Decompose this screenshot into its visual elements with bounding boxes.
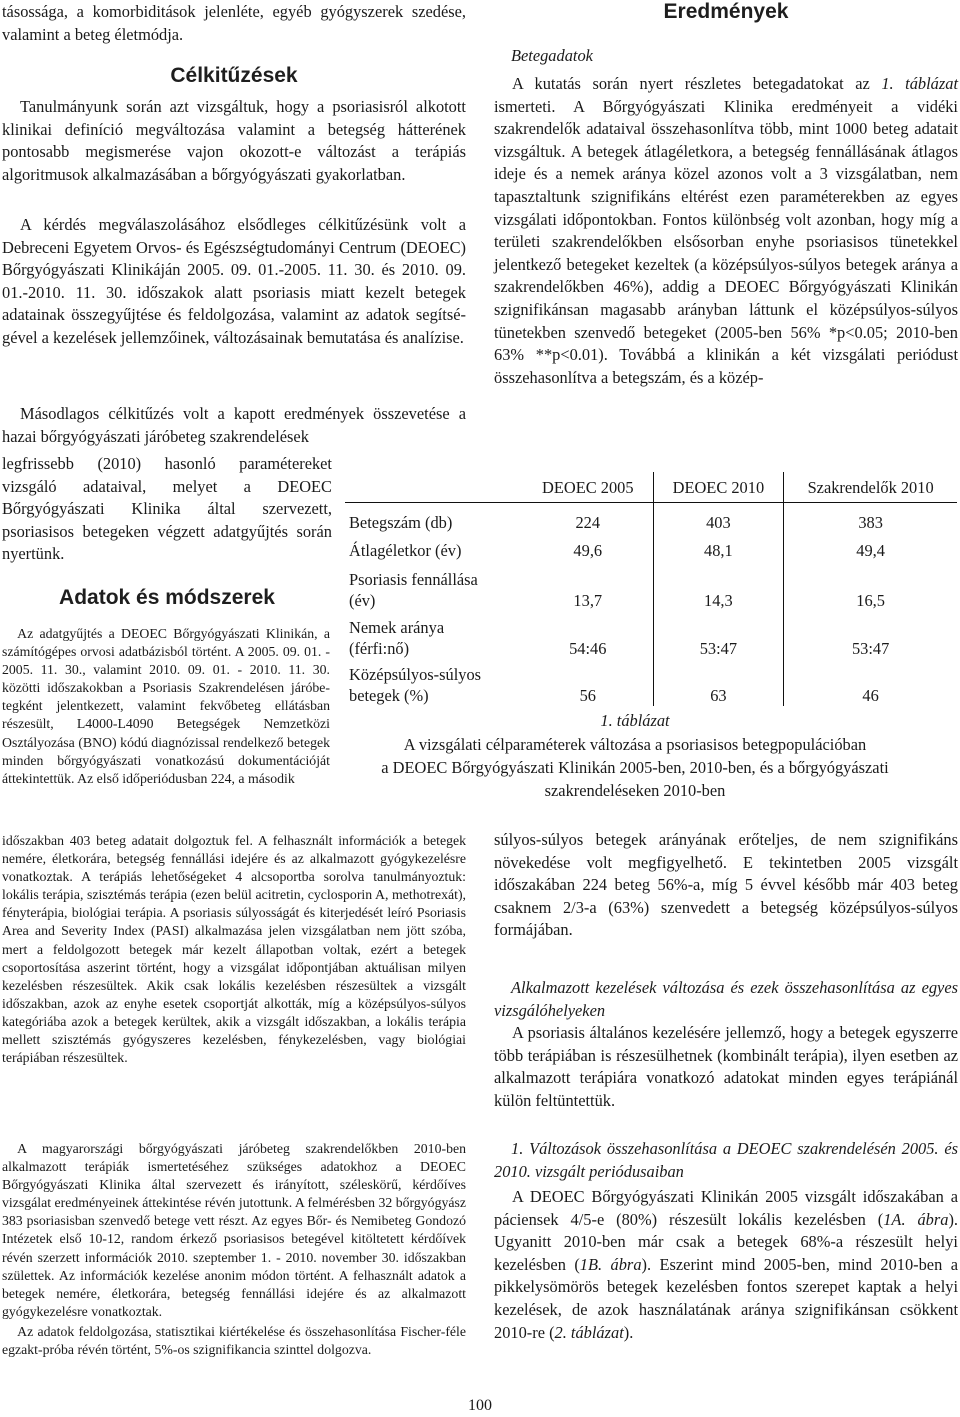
adatok-paragraph-1b: időszakban 403 beteg adatait dolgoztuk fel. A felhasznált információk a betegek nemére, életkorára, betegség fennállási idejére és az alkalmazott gyógykezelésre vonatkoztak. A terápiás lehetőségeket 4 alcsoportba sorolva tanulmányoztuk: lokális terápia, szisztémás terápia (ezen belül acitretin, cyclosporin A, methotrexát), fényterápia, biológiai terápia. A psoriasis súlyosságát és kiterjedését leíró Psoriasis Area and Severity Index (PASI) alkalmazása jelen vizsgálatban nem jött szóba, mert a feldolgozott betegek már kezelt állapotban voltak, ezért a betegek csoportosítása aszerint történt, hogy a vizsgálat időpontjában aktuálisan milyen kezelésben részesültek. Akik csak lokális kezelésben részesültek a vizsgált időszakban, azok az enyhe esetek csoportját alkották, míg a középsúlyos-súlyos kategóriába azok a betegek kerültek, akik a vizsgált időszakban, a lokális terápia mellett szisztémás gyógyszeres kezelésben, fénykezelésben, vagy biológiai terápiában részesültek. (2, 833, 466, 1066)
alkalmazott-paragraph-1: A psoriasis általános kezelésére jellemző, hogy a betegek egyszerre több terápiában is részesülhetnek (kombinált terápia), ilyen esetben az alkalmazott terápiára vonatkozó adatokat minden egyes terápiánál külön feltüntettük. (494, 1023, 958, 1110)
alkalmazott-subheading: Alkalmazott kezelések változása és ezek összehasonlítása az egyes vizsgálóhelyeken (494, 978, 958, 1020)
table-cell: 16,5 (856, 591, 885, 610)
page-number: 100 (468, 1397, 492, 1414)
table-caption-line-2: a DEOEC Bőrgyógyászati Klinikán 2005-ben, 2010-ben, és a bőrgyógyászati (381, 758, 889, 777)
table-header-deoec-2005: DEOEC 2005 (523, 472, 653, 503)
table-row (345, 561, 957, 611)
table-caption-line-1: A vizsgálati célparaméterek változása a psoriasisos betegpopulációban (403, 735, 867, 754)
adatok-heading: Adatok és módszerek (59, 586, 275, 609)
table-ref-2: 2. táblázat (554, 1322, 624, 1342)
table-cell: 383 (784, 503, 957, 534)
table-cell: 49,6 (523, 533, 653, 561)
table-header-row (345, 472, 957, 503)
valtozasok-text-c: ). Eszerint mind 2005-ben, mind 2010-ben a pikkelysömörös betegek kezelésben fontos szerepet kaptak a helyi kezelések, de azok használatának aránya szignifikánsan csökkent 2010-re ( (494, 1254, 958, 1342)
table-cell: 48,1 (653, 533, 784, 561)
adatok-paragraph-1a: Az adatgyűjtés a DEOEC Bőrgyógyászati Klinikán, a számítógépes orvosi adatbázisból történt. A 2005. 09. 01. - 2005. 11. 30., valamint 2010. 09. 01. - 2010. 11. 30. közötti időszakokban a Psoriasis Szakrendelésen járóbetegként jelentkezett, valamint fekvőbeteg ellátásban részesült, L4000-L4090 Betegségek Nemzetközi Osztályozása (BNO) kódú diagnózissal rendelkező betegek minden bőrgyógyászati vonatkozású dokumentációját áttekintettük. Az első időperiódusban 224, a második (2, 626, 330, 786)
celkituzesek-paragraph-3b: legfrissebb (2010) hasonló paramétereket vizsgáló adataival, melyet a DEOEC Bőrgyógyászati Klinika által szervezett, psoriasisos betegeken végzett adatgyűjtés során nyertünk. (2, 454, 332, 564)
table-cell: 13,7 (523, 561, 653, 611)
celkituzesek-paragraph-3a: Másodlagos célkitűzés volt a kapott eredmények összevetése a hazai bőrgyógyászati járóbeteg szakrendelések (2, 404, 466, 446)
betegadatok-text-b: ismerteti. A Bőrgyógyászati Klinika eredményeit a vidéki szakrendelők adataival összehasonlítva több, mint 1000 beteg adatait vizsgáltuk. A betegek átlagéletkora, a betegség fennállásának átlagos ideje és a nemek aránya közel azonos volt a 3 vizsgálatban, nem tapasztaltunk szignifikáns eltérést ezen paraméterekben az egyes vizsgálati időpontokban. Fontos különbség volt azonban, hogy míg a területi szakrendelőkben elsősorban enyhe psoriasisos tünetekkel jelentkező betegeket kezeltek (a középsúlyos-súlyos betegek aránya a szakrendelőkben 46%), addig a DEOEC Bőrgyógyászati Klinikán szignifikánsan magasabb arányban láttunk el középsúlyos-súlyos tünetekben szenvedő betegeket (2005-ben 56% *p<0.05; 2010-ben 63% **p<0.01). Továbbá a klinikán a két vizsgálati periódust összehasonlítva a betegszám, és a közép- (494, 96, 958, 387)
table-caption-number: 1. táblázat (600, 711, 670, 730)
celkituzesek-heading: Célkitűzések (170, 64, 298, 87)
valtozasok-text-d: ). (623, 1322, 634, 1342)
table-cell: 14,3 (653, 561, 784, 611)
table-cell: 53:47 (653, 611, 784, 659)
table-row (345, 503, 957, 534)
betegadatok-subheading: Betegadatok (511, 46, 593, 65)
figure-ref-1b: 1B. ábra (579, 1254, 642, 1274)
table-header-blank (345, 472, 523, 503)
table-cell: 49,4 (856, 541, 885, 560)
table-header-deoec-2010: DEOEC 2010 (653, 472, 784, 503)
row-label-betegszam: Betegszám (db) (345, 503, 523, 534)
betegadatok-paragraph-2: súlyos-súlyos betegek arányának erőteljes, de nem szignifikáns növekedése volt megfigyelhető. E tekintetben 2005 vizsgált időszakában 224 beteg 56%-a, míg 5 évvel később már 403 beteg csaknem 2/3-a (63%) szenvedett a betegség középsúlyos-súlyos formájában. (494, 830, 958, 940)
table-row (345, 611, 957, 659)
table-ref-1: 1. táblázat (881, 74, 958, 93)
celkituzesek-paragraph-2: A kérdés megválaszolásához elsődleges célkitűzésünk volt a Debreceni Egyetem Orvos- és Egészségtudományi Centrum (DEOEC) Bőrgyógyászati Klinikáján 2005. 09. 01.-2005. 11. 30. és 2010. 09. 01.-2010. 11. 30. időszakok alatt psoriasis miatt kezelt betegek adatainak összegyűjtése és feldolgozása, valamint az adatok segítségével a kezelések jellemzőinek, változásainak bemutatása és analízise. (2, 215, 466, 347)
eredmenyek-heading: Eredmények (663, 0, 789, 23)
intro-paragraph: tásossága, a komorbiditások jelenléte, egyéb gyógyszerek szedése, valamint a beteg életmódja. (2, 2, 466, 44)
table-cell: 224 (523, 503, 653, 534)
valtozasok-text-b: ). Ugyanitt 2010-ben már csak a betegek 68%-a részesült helyi kezelésben ( (494, 1209, 958, 1274)
valtozasok-text-a: A DEOEC Bőrgyógyászati Klinikán 2005 vizsgált időszakában a páciensek 4/5-e (80%) részesült lokális kezelésben ( (494, 1187, 958, 1229)
adatok-paragraph-3: Az adatok feldolgozása, statisztikai kiértékelése és összehasonlítása Fischer-féle egzakt-próba révén történt, 5%-os szignifikancia szinttel dolgozva. (2, 1324, 466, 1358)
table-row (345, 659, 957, 706)
adatok-paragraph-2: A magyarországi bőrgyógyászati járóbeteg szakrendelőkben 2010-ben alkalmazott terápiák ismertetéséhez szükséges adatokhoz a DEOEC Bőrgyógyászati Klinika által szervezett és irányított, széleskörű, kérdőíves vizsgálat eredményeinek áttekintése révén jutottunk. A felmérésben 32 bőrgyógyász 383 psoriasisban szenvedő betege vett részt. Az egyes Bőr- és Nemibeteg Gondozó Intézetek első 10-12, random érkező psoriasisos betegével kitöltetett kérdőívek révén szerzett információk 2010. szeptember 1. - 2010. november 30. időszakban születtek. Az információk kezelése anonim módon történt. A felhasznált adatok a betegek nemére, életkorára, betegség fennállási idejére és az alkalmazott gyógykezelésre vonatkoztak. (2, 1141, 466, 1319)
row-label-atlageletkor: Átlagéletkor (év) (349, 541, 462, 560)
valtozasok-subheading: 1. Változások összehasonlítása a DEOEC szakrendelésén 2005. és 2010. vizsgált periódusaiban (494, 1139, 958, 1181)
betegadatok-paragraph-1 (494, 73, 958, 389)
table-cell: 46 (862, 686, 879, 705)
figure-ref-1a: 1A. ábra (883, 1209, 949, 1229)
table-header-szakrendelok-2010: Szakrendelők 2010 (807, 477, 934, 497)
table-caption-line-3: szakrendeléseken 2010-ben (544, 781, 726, 800)
row-label-nemek-aranya: Nemek aránya (férfi:nő) (349, 618, 445, 658)
celkituzesek-paragraph-1: Tanulmányunk során azt vizsgáltuk, hogy a psoriasisról alkotott klinikai definíció megváltozása valamint a betegség hátterének pontosabb megismerése vajon okozott-e változást a terápiás algoritmusok alkalmazásában a bőrgyógyászati gyakorlatban. (2, 97, 466, 184)
row-label-psoriasis-fennallasa: Psoriasis fennállása (év) (349, 570, 478, 610)
table-cell: 54:46 (523, 611, 653, 659)
betegadatok-text-a: A kutatás során nyert részletes betegadatokat az (512, 74, 882, 93)
table-row (345, 533, 957, 561)
table-cell: 53:47 (851, 639, 890, 658)
table-cell: 63 (653, 659, 784, 706)
table-cell: 56 (523, 659, 653, 706)
valtozasok-paragraph-1 (494, 1186, 958, 1344)
row-label-kozepsulyos-sulyos: Középsúlyos-súlyos betegek (%) (349, 665, 482, 705)
table-cell: 403 (653, 503, 784, 534)
table-1 (345, 472, 957, 706)
